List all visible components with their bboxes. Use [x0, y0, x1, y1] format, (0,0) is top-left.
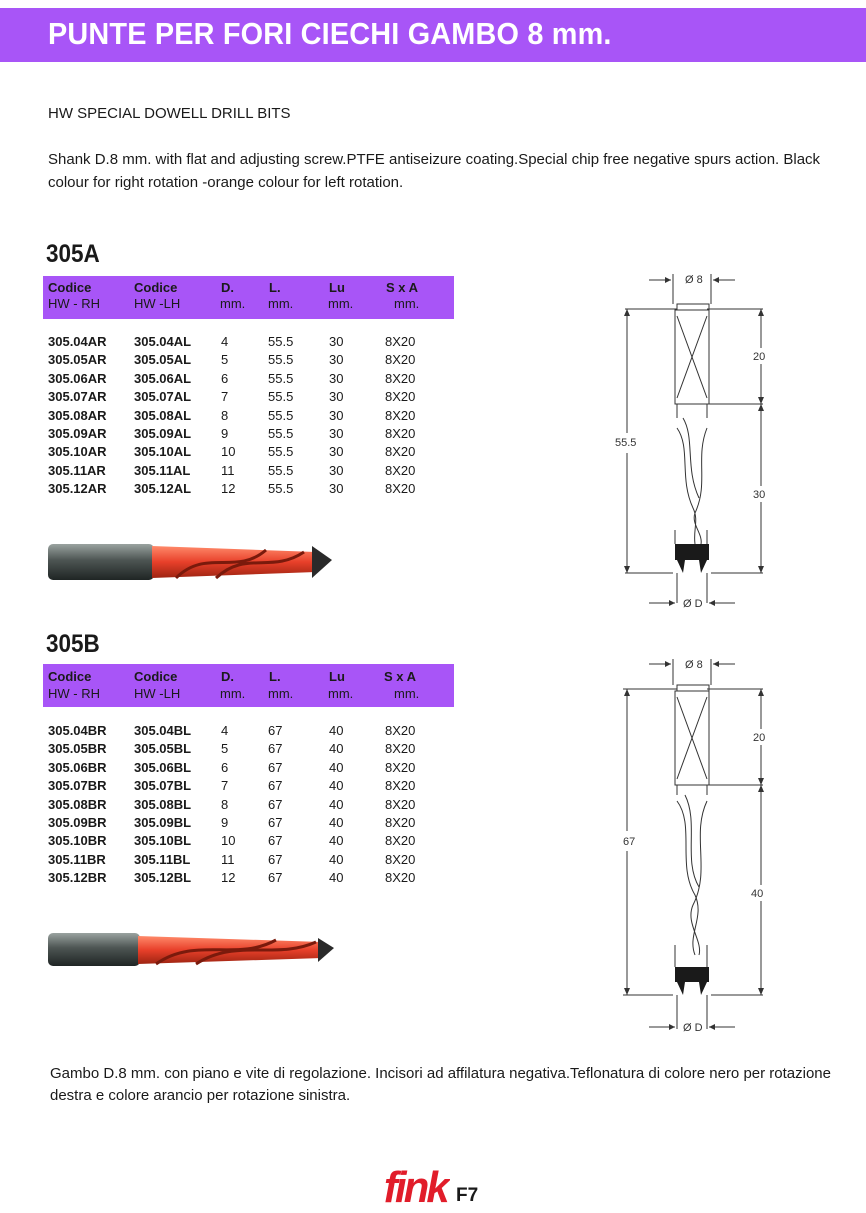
col-d-sub: mm.	[220, 296, 246, 311]
series-a-title: 305A	[46, 240, 100, 268]
cell-lu: 30	[329, 334, 344, 349]
cell-sxa: 8X20	[385, 851, 416, 867]
cell-code-lh: 305.06BL	[134, 759, 192, 775]
cell-l: 55.5	[268, 444, 294, 460]
cell-sxa: 8X20	[385, 723, 416, 738]
cell-code-lh: 305.11BL	[134, 851, 191, 867]
col-sxa: S x A	[384, 669, 417, 684]
cell-sxa: 8X20	[385, 778, 416, 794]
cell-code-rh: 305.07BR	[48, 778, 107, 794]
col-codice-rh: Codice	[48, 669, 92, 684]
description-en: Shank D.8 mm. with flat and adjusting screw.PTFE antiseizure coating.Special chip free negative spurs action. Black colour for right rotation -orange colour for left rotation.	[48, 151, 821, 191]
cell-d: 11	[221, 851, 235, 867]
cell-l: 67	[268, 870, 283, 886]
cell-d: 7	[221, 778, 229, 794]
drill-tip	[312, 546, 332, 578]
dim-tip-d: Ø D	[683, 598, 703, 610]
cell-code-lh: 305.07BL	[134, 778, 192, 794]
cell-d: 4	[221, 334, 229, 349]
cell-d: 9	[221, 426, 229, 441]
cell-sxa: 8X20	[385, 796, 416, 812]
col-codice-lh-sub: HW -LH	[134, 686, 181, 701]
col-d: D.	[221, 280, 234, 295]
cell-l: 67	[268, 833, 283, 849]
cell-code-lh: 305.09AL	[134, 426, 192, 441]
cell-lu: 40	[329, 796, 344, 812]
cell-sxa: 8X20	[385, 741, 416, 757]
cell-sxa: 8X20	[385, 759, 416, 775]
cell-sxa: 8X20	[385, 389, 416, 405]
cell-lu: 40	[329, 778, 344, 794]
cell-l: 55.5	[268, 370, 294, 386]
brand-logo	[382, 1162, 450, 1208]
subtitle: HW SPECIAL DOWELL DRILL BITS	[48, 105, 291, 122]
col-sxa-sub: mm.	[394, 296, 420, 311]
cell-code-rh: 305.12BR	[48, 870, 107, 886]
cell-l: 67	[268, 796, 283, 812]
cell-lu: 30	[329, 462, 344, 478]
col-l-sub: mm.	[268, 296, 294, 311]
cell-code-lh: 305.06AL	[134, 370, 192, 386]
cell-l: 67	[268, 759, 283, 775]
cell-l: 67	[268, 741, 283, 757]
drill-shank	[48, 933, 140, 966]
cell-l: 55.5	[268, 389, 294, 405]
cell-code-rh: 305.06AR	[48, 370, 107, 386]
cell-d: 6	[221, 759, 229, 775]
col-l: L.	[269, 669, 281, 684]
dim-flute-len: 40	[751, 888, 764, 900]
cell-code-rh: 305.07AR	[48, 389, 107, 405]
col-d: D.	[221, 669, 234, 684]
cell-lu: 40	[329, 723, 344, 738]
cell-d: 12	[221, 481, 236, 497]
cell-code-lh: 305.10BL	[134, 833, 192, 849]
cell-d: 8	[221, 407, 229, 423]
cell-code-lh: 305.08BL	[134, 796, 192, 812]
cell-d: 10	[221, 444, 236, 460]
cell-l: 67	[268, 723, 283, 738]
col-codice-lh: Codice	[134, 669, 178, 684]
cell-l: 67	[268, 778, 283, 794]
cell-sxa: 8X20	[385, 833, 416, 849]
col-d-sub: mm.	[220, 686, 246, 701]
cell-l: 55.5	[268, 426, 294, 441]
cell-sxa: 8X20	[385, 481, 416, 497]
series-b-title: 305B	[46, 630, 100, 658]
cell-lu: 40	[329, 851, 344, 867]
cell-d: 10	[221, 833, 236, 849]
cell-sxa: 8X20	[385, 370, 416, 386]
cell-d: 12	[221, 870, 236, 886]
cell-lu: 40	[329, 759, 344, 775]
cell-d: 6	[221, 370, 229, 386]
cell-sxa: 8X20	[385, 407, 416, 423]
cell-code-rh: 305.05BR	[48, 741, 107, 757]
cell-code-rh: 305.09AR	[48, 426, 107, 441]
cell-lu: 30	[329, 444, 344, 460]
col-codice-rh-sub: HW - RH	[48, 686, 100, 701]
cell-d: 5	[221, 352, 229, 368]
cell-lu: 40	[329, 833, 344, 849]
cell-code-lh: 305.04AL	[134, 334, 192, 349]
diagram-b	[595, 655, 785, 1035]
drill-tip	[318, 938, 334, 962]
cell-l: 55.5	[268, 481, 294, 497]
cell-lu: 30	[329, 426, 344, 441]
col-lu: Lu	[329, 669, 345, 684]
cell-code-lh: 305.05BL	[134, 741, 192, 757]
cell-code-lh: 305.12BL	[134, 870, 192, 886]
drill-photo-a	[46, 538, 340, 586]
dim-shank-d: Ø 8	[685, 659, 703, 671]
cell-d: 11	[221, 462, 235, 478]
col-codice-rh: Codice	[48, 280, 92, 295]
drill-photo-b	[46, 928, 340, 972]
cell-lu: 40	[329, 741, 344, 757]
dim-shank-len: 20	[753, 351, 766, 363]
cell-code-lh: 305.05AL	[134, 352, 192, 368]
cell-code-lh: 305.10AL	[134, 444, 192, 460]
cell-code-rh: 305.10BR	[48, 833, 107, 849]
col-sxa-sub: mm.	[394, 686, 420, 701]
cell-l: 55.5	[268, 334, 294, 349]
cell-code-lh: 305.07AL	[134, 389, 192, 405]
cell-code-rh: 305.06BR	[48, 759, 107, 775]
cell-l: 67	[268, 815, 283, 830]
cell-l: 67	[268, 851, 283, 867]
cell-l: 55.5	[268, 462, 294, 478]
cell-code-rh: 305.08BR	[48, 796, 107, 812]
cell-d: 5	[221, 741, 229, 757]
dim-flute-len: 30	[753, 489, 766, 501]
dim-total: 67	[623, 836, 636, 848]
dim-tip-d: Ø D	[683, 1022, 703, 1034]
cell-code-rh: 305.10AR	[48, 444, 107, 460]
cell-code-rh: 305.08AR	[48, 407, 107, 423]
cell-code-lh: 305.08AL	[134, 407, 192, 423]
cell-d: 4	[221, 723, 229, 738]
cell-code-rh: 305.09BR	[48, 815, 107, 830]
cell-code-rh: 305.11BR	[48, 851, 106, 867]
col-sxa: S x A	[386, 280, 419, 295]
cell-lu: 40	[329, 870, 344, 886]
series-a-table-header	[43, 276, 454, 319]
cell-lu: 40	[329, 815, 344, 830]
col-codice-rh-sub: HW - RH	[48, 296, 100, 311]
cell-d: 8	[221, 796, 229, 812]
cell-d: 7	[221, 389, 229, 405]
cell-sxa: 8X20	[385, 426, 416, 441]
cell-lu: 30	[329, 389, 344, 405]
cell-d: 9	[221, 815, 229, 830]
cell-sxa: 8X20	[385, 815, 416, 830]
cell-l: 55.5	[268, 407, 294, 423]
diagram-a	[595, 268, 785, 610]
cell-sxa: 8X20	[385, 870, 416, 886]
col-l: L.	[269, 280, 281, 295]
cell-lu: 30	[329, 370, 344, 386]
cell-code-rh: 305.11AR	[48, 462, 106, 478]
cell-sxa: 8X20	[385, 462, 416, 478]
col-codice-lh: Codice	[134, 280, 178, 295]
cell-code-lh: 305.11AL	[134, 462, 191, 478]
cell-sxa: 8X20	[385, 352, 416, 368]
col-lu: Lu	[329, 280, 345, 295]
cell-code-rh: 305.04AR	[48, 334, 107, 349]
logo-text: fink	[383, 1163, 447, 1208]
cell-lu: 30	[329, 407, 344, 423]
drill-shank	[48, 544, 154, 580]
col-lu-sub: mm.	[328, 686, 354, 701]
col-l-sub: mm.	[268, 686, 294, 701]
dim-total: 55.5	[615, 437, 637, 449]
series-b-table-header	[43, 664, 454, 707]
page-number: F7	[456, 1185, 479, 1206]
cell-lu: 30	[329, 481, 344, 497]
cell-code-lh: 305.12AL	[134, 481, 192, 497]
col-codice-lh-sub: HW -LH	[134, 296, 181, 311]
cell-lu: 30	[329, 352, 344, 368]
description-it: Gambo D.8 mm. con piano e vite di regolazione. Incisori ad affilatura negativa.Teflonatura di colore nero per rotazione destra e colore arancio per rotazione sinistra.	[50, 1065, 831, 1104]
cell-sxa: 8X20	[385, 444, 416, 460]
page-title: PUNTE PER FORI CIECHI GAMBO 8 mm.	[48, 16, 612, 51]
dim-shank-len: 20	[753, 732, 766, 744]
cell-code-lh: 305.04BL	[134, 723, 192, 738]
cell-code-rh: 305.12AR	[48, 481, 107, 497]
col-lu-sub: mm.	[328, 296, 354, 311]
cell-sxa: 8X20	[385, 334, 416, 349]
cell-code-lh: 305.09BL	[134, 815, 192, 830]
cell-code-rh: 305.04BR	[48, 723, 107, 738]
cell-code-rh: 305.05AR	[48, 352, 107, 368]
cell-l: 55.5	[268, 352, 294, 368]
dim-shank-d: Ø 8	[685, 274, 703, 286]
